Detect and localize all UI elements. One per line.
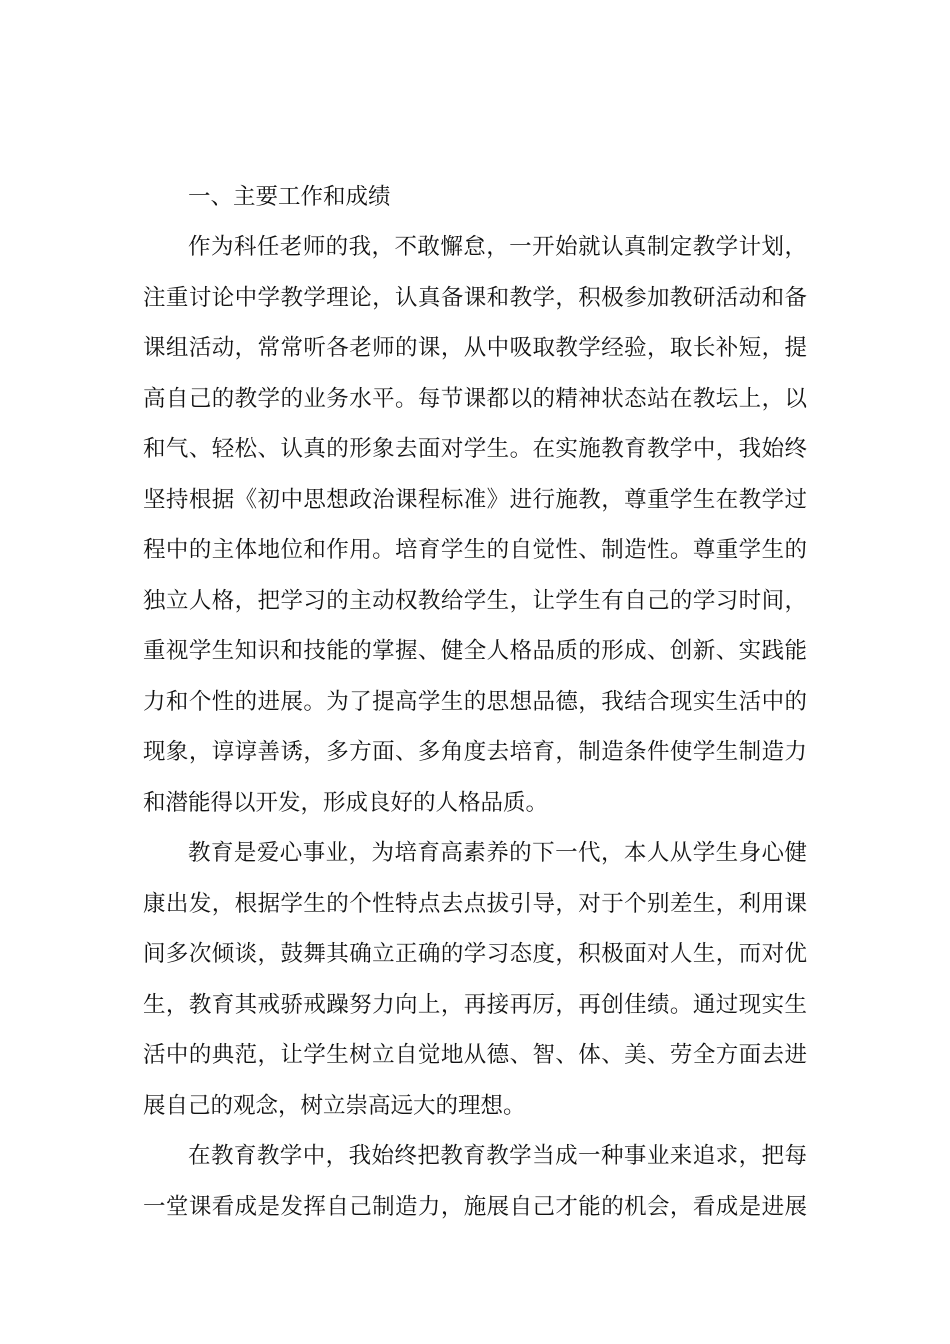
paragraph-line: 生，教育其戒骄戒躁努力向上，再接再厉，再创佳绩。通过现实生 [143,991,807,1018]
paragraph-line: 高自己的教学的业务水平。每节课都以的精神状态站在教坛上，以 [143,385,807,412]
paragraph-line: 和潜能得以开发，形成良好的人格品质。 [143,789,549,816]
paragraph-line: 注重讨论中学教学理论，认真备课和教学，积极参加教研活动和备 [143,284,807,311]
paragraph-line: 在教育教学中，我始终把教育教学当成一种事业来追求，把每 [188,1143,807,1169]
paragraph-line: 力和个性的进展。为了提高学生的思想品德，我结合现实生活中的 [143,688,807,715]
paragraph-line: 康出发，根据学生的个性特点去点拔引导，对于个别差生，利用课 [143,890,807,917]
paragraph-1 [143,222,807,828]
paragraph-line: 教育是爱心事业，为培育高素养的下一代，本人从学生身心健 [188,840,807,866]
paragraph-line: 间多次倾谈，鼓舞其确立正确的学习态度，积极面对人生，而对优 [143,941,807,967]
paragraph-line: 活中的典范，让学生树立自觉地从德、智、体、美、劳全方面去进 [143,1042,807,1068]
paragraph-line: 程中的主体地位和作用。培育学生的自觉性、制造性。尊重学生的 [143,537,807,563]
paragraph-line: 作为科任老师的我，不敢懈怠，一开始就认真制定教学计划， [188,234,807,260]
section-heading: 一、主要工作和成绩 [188,184,391,210]
document-body [143,172,807,1232]
paragraph-line: 独立人格，把学习的主动权教给学生，让学生有自己的学习时间， [143,587,807,614]
paragraph-line: 重视学生知识和技能的掌握、健全人格品质的形成、创新、实践能 [143,638,807,664]
paragraph-2 [143,828,807,1131]
paragraph-line: 和气、轻松、认真的形象去面对学生。在实施教育教学中，我始终 [143,436,807,462]
paragraph-line: 展自己的观念，树立崇高远大的理想。 [143,1092,526,1119]
paragraph-line: 现象，谆谆善诱，多方面、多角度去培育，制造条件使学生制造力 [143,739,807,765]
paragraph-3 [143,1131,807,1232]
paragraph-line: 一堂课看成是发挥自己制造力，施展自己才能的机会，看成是进展 [143,1193,807,1220]
paragraph-line: 坚持根据《初中思想政治课程标准》进行施教，尊重学生在教学过 [143,486,807,513]
paragraph-line: 课组活动，常常听各老师的课，从中吸取教学经验，取长补短，提 [143,335,807,361]
